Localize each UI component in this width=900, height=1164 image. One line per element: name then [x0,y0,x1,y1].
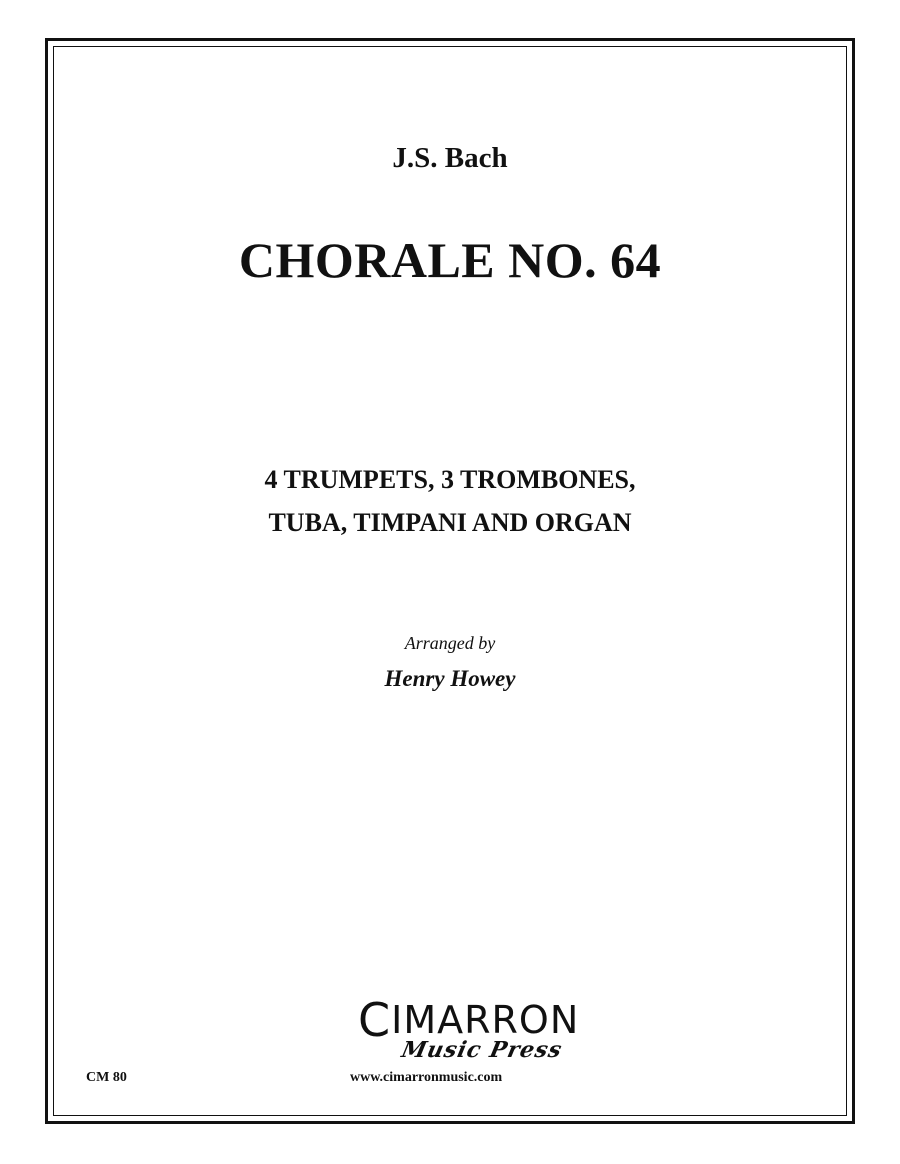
publisher-website: www.cimarronmusic.com [350,1070,503,1085]
publisher-logo-wordmark: CIMARRON [358,993,580,1047]
instrumentation-line-1: 4 TRUMPETS, 3 TROMBONES, [264,465,636,494]
arranger-name: Henry Howey [384,666,516,691]
catalog-number: CM 80 [86,1070,127,1085]
publisher-logo-subtitle: Music Press [399,1037,565,1063]
composer-name: J.S. Bach [392,142,508,174]
page-title: CHORALE NO. 64 [238,232,662,288]
arranged-by-label: Arranged by [404,633,496,653]
publisher-logo [340,990,580,1090]
page-border-inner [53,46,847,1116]
instrumentation-line-2: TUBA, TIMPANI AND ORGAN [268,508,632,537]
